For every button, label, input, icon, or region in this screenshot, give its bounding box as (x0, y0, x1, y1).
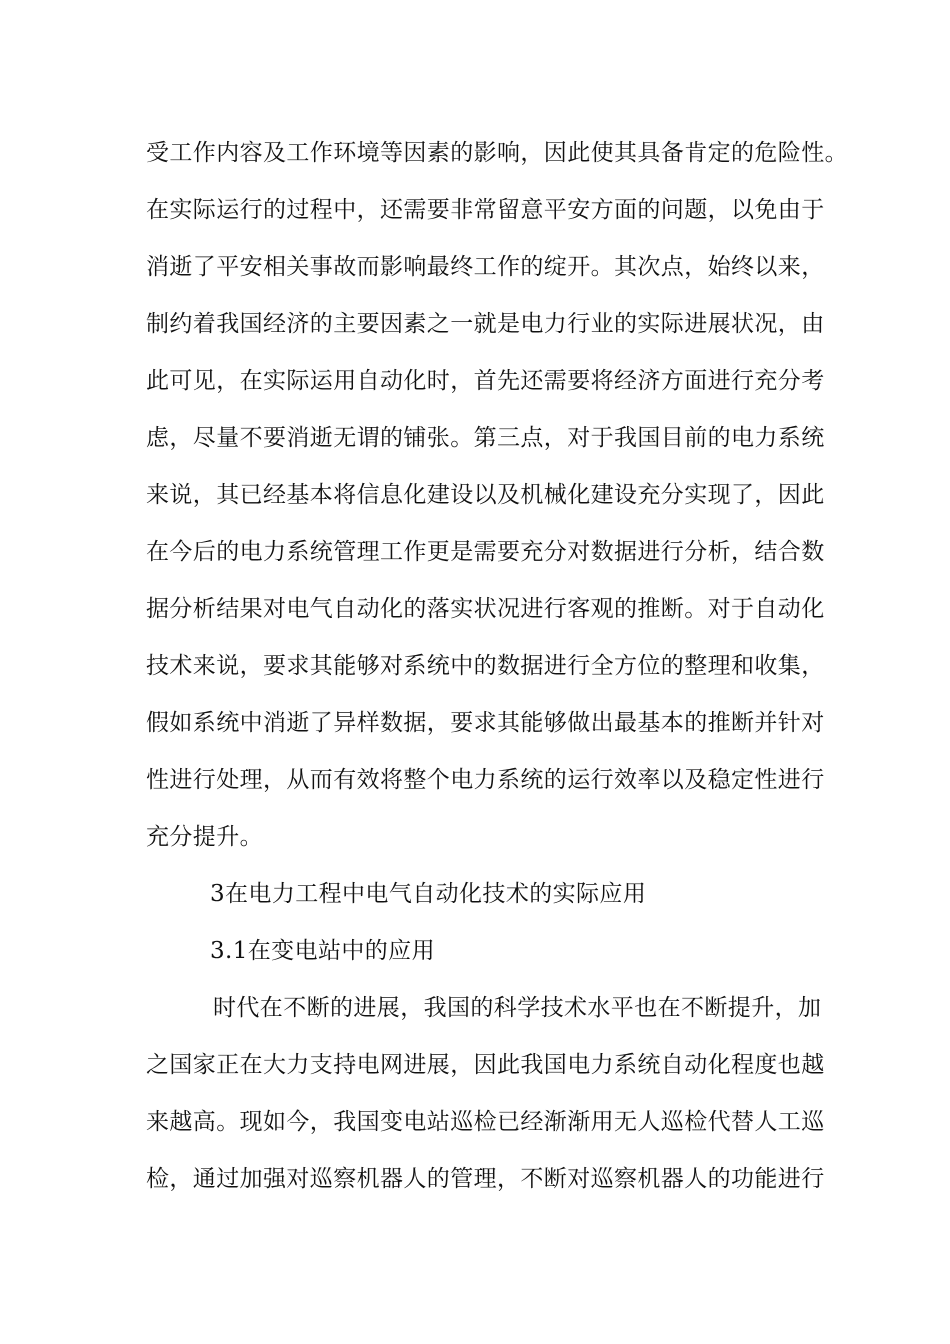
text-line: 受工作内容及工作环境等因素的影响，因此使其具备肯定的危险性。 (146, 140, 848, 166)
text-line: 据分析结果对电气自动化的落实状况进行客观的推断。对于自动化 (146, 596, 825, 622)
text-line: 制约着我国经济的主要因素之一就是电力行业的实际进展状况，由 (146, 311, 825, 337)
text-line: 充分提升。 (146, 824, 263, 850)
text-line: 在实际运行的过程中，还需要非常留意平安方面的问题，以免由于 (146, 197, 825, 223)
text-line: 时代在不断的进展，我国的科学技术水平也在不断提升，加 (213, 995, 822, 1021)
text-line: 假如系统中消逝了异样数据，要求其能够做出最基本的推断并针对 (146, 710, 825, 736)
subsection-heading: 3.1在变电站中的应用 (210, 938, 435, 964)
text-line: 虑，尽量不要消逝无谓的铺张。第三点，对于我国目前的电力系统 (146, 425, 825, 451)
text-line: 性进行处理，从而有效将整个电力系统的运行效率以及稳定性进行 (146, 767, 825, 793)
text-line: 来越高。现如今，我国变电站巡检已经渐渐用无人巡检代替人工巡 (146, 1109, 825, 1135)
text-line: 消逝了平安相关事故而影响最终工作的绽开。其次点，始终以来， (146, 254, 825, 280)
text-line: 在今后的电力系统管理工作更是需要充分对数据进行分析，结合数 (146, 539, 825, 565)
section-heading: 3在电力工程中电气自动化技术的实际应用 (210, 881, 647, 907)
text-line: 此可见，在实际运用自动化时，首先还需要将经济方面进行充分考 (146, 368, 825, 394)
text-line: 技术来说，要求其能够对系统中的数据进行全方位的整理和收集， (146, 653, 825, 679)
text-line: 之国家正在大力支持电网进展，因此我国电力系统自动化程度也越 (146, 1052, 825, 1078)
text-line: 来说，其已经基本将信息化建设以及机械化建设充分实现了，因此 (146, 482, 825, 508)
text-line: 检，通过加强对巡察机器人的管理，不断对巡察机器人的功能进行 (146, 1166, 825, 1192)
